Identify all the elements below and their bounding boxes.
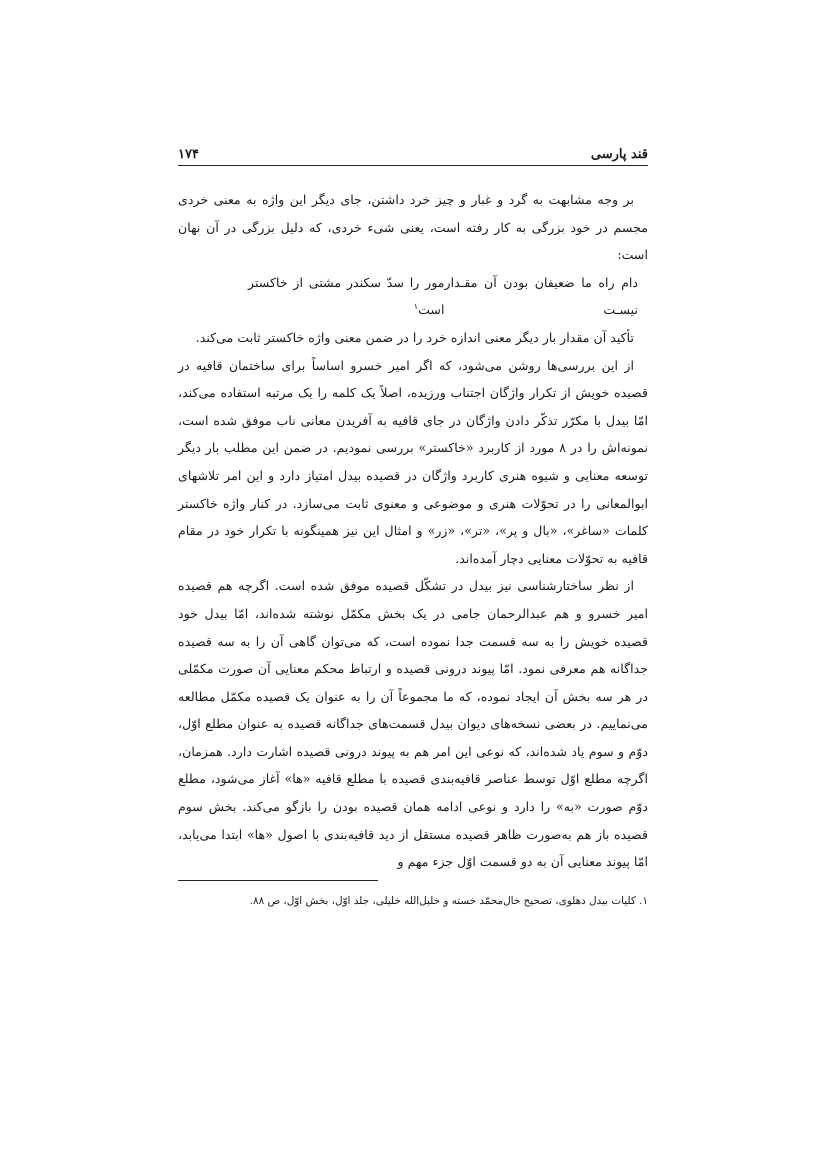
footnote-rule <box>178 880 378 881</box>
verse-hemistich-right: دام راه ما ضعیفان بودن آن مقـدار نیسـت <box>444 274 638 318</box>
verse <box>178 269 648 324</box>
paragraph-2: تأکید آن مقدار بار دیگر معنی اندازه خرد را در ضمن معنی واژه خاکستر ثابت می‌کند. <box>195 329 634 345</box>
paragraph-1: بر وجه مشابهت به گرد و غبار و چیز خرد داشتن، جای دیگر این واژه به معنی خردی مجسم در خود بزرگی به کار رفته است، یعنی شیء خردی، که دلیل بزرگی در آن نهان است: <box>178 192 648 263</box>
footnote: ۱. کلیات بیدل دهلوی، تصحیح خال‌محمّد خسته و خلیل‌الله خلیلی، جلد اوّل، بخش اوّل، ص ۸۸. <box>249 895 648 907</box>
running-header <box>178 136 648 166</box>
paragraph-4: از نظر ساختارشناسی نیز بیدل در تشکّل قصیده موفق شده است. اگرچه هم قصیده امیر خسرو و هم عبدالرحمان جامی در یک بخش مکمّل نوشته شده‌اند، امّا بیدل خود قصیده خویش را به سه قسمت جدا نموده است، که می‌توان گاهی آن را به سه قصیده جداگانه هم معرفی نمود. امّا پیوند درونی قصیده و ارتباط محکم معنایی آن صورت مکمّلی در هر سه بخش آن ایجاد نموده، که ما مجموعاً آن را به عنوان یک قصیده مکمّل مطالعه می‌نماییم. در بعضی نسخه‌های دیوان بیدل قسمت‌های جداگانه قصیده به عنوان مطلع اوّل، دوّم و سوم یاد شده‌اند، که نوعی این امر هم به پیوند درونی قصیده اشارت دارد. همزمان، اگرچه مطلع اوّل توسط عناصر قافیه‌بندی قصیده با مطلع قافیه «ها» آغاز می‌شود، مطلع دوّم صورت «به» را دارد و نوعی ادامه همان قصیده بودن را بازگو می‌کند. بخش سوم قصیده باز هم به‌صورت ظاهر قصیده مستقل از دید قافیه‌بندی با اصول «ها» ابتدا می‌یابد، امّا پیوند معنایی آن به دو قسمت اوّل جزء مهم و <box>178 578 648 870</box>
body-text <box>178 186 648 876</box>
paragraph-3: از این بررسی‌ها روشن می‌شود، که اگر امیر خسرو اساساً برای ساختمان قافیه در قصیده خویش از تکرار واژگان اجتناب ورزیده، اصلاً یک کلمه را یک مرتبه استفاده می‌کند، امّا بیدل با مکرّر تذکّر دادن واژگان در جای قافیه به آفریدن معانی ناب موفق شده است، نمونه‌اش را در ۸ مورد از کاربرد «خاکستر» بررسی نمودیم. در ضمن این مطلب بار دیگر توسعه معنایی و شیوه هنری کاربرد واژگان در قصیده بیدل امتیاز دارد و این امر تلاشهای ابوالمعانی را در تحوّلات هنری و موضوعی و معنوی ثابت می‌سازد. در کنار واژه خاکستر کلمات «ساغر»، «بال و پر»، «تر»، «زر» و امثال این نیز همینگونه با تکرار خود در مقام قافیه به تحوّلات معنایی دچار آمده‌اند. <box>178 357 648 566</box>
page <box>178 136 648 876</box>
running-title: قند پارسی <box>590 147 648 162</box>
page-number: ۱۷۴ <box>178 147 199 162</box>
verse-hemistich-left: مور را سدّ سکندر مشتی از خاکستر است$^۱$ <box>248 274 445 318</box>
footnote-marker: ۱ <box>413 302 419 312</box>
